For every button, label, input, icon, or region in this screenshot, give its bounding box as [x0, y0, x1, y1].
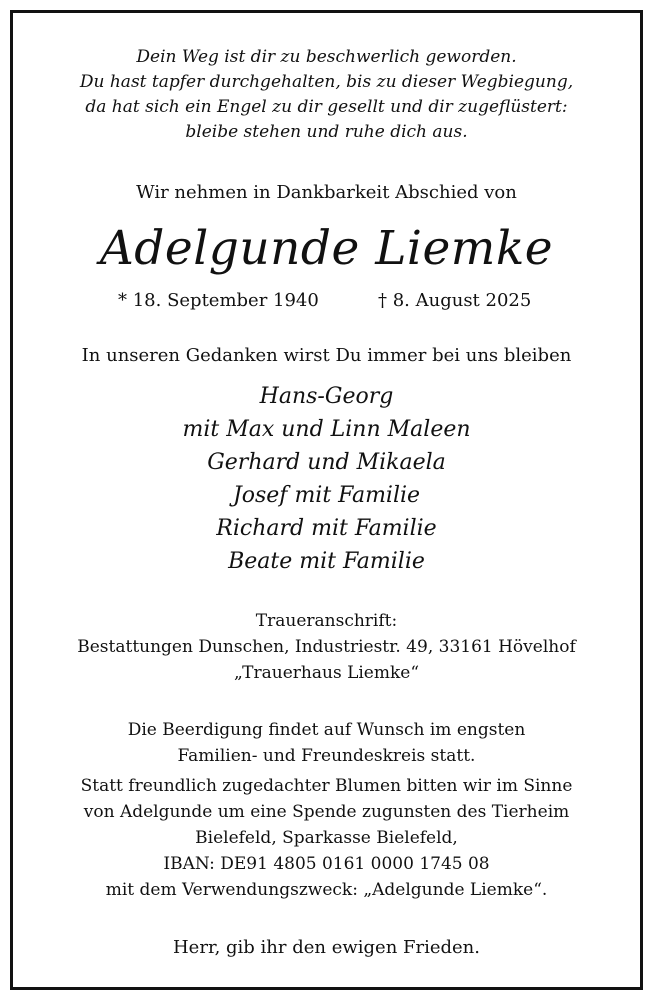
- address-line: Bestattungen Dunschen, Industriestr. 49, 33161 Hövelhof: [77, 637, 576, 657]
- mourner-name: mit Max und Linn Maleen: [182, 417, 471, 442]
- donation-note-line: mit dem Verwendungszweck: „Adelgunde Liemke“.: [105, 880, 548, 900]
- poem: [16, 45, 637, 145]
- mourning-address: [16, 608, 637, 686]
- donation-note-line: von Adelgunde um eine Spende zugunsten des Tierheim: [83, 802, 570, 822]
- address-line: „Trauerhaus Liemke“: [233, 663, 420, 683]
- intro-line: Wir nehmen in Dankbarkeit Abschied von: [136, 182, 517, 203]
- funeral-notes: [16, 717, 637, 903]
- poem-line: da hat sich ein Engel zu dir gesellt und dir zugeflüstert:: [85, 97, 568, 117]
- closing-line: Herr, gib ihr den ewigen Frieden.: [172, 937, 480, 958]
- donation-note-line: Statt freundlich zugedachter Blumen bitten wir im Sinne: [80, 776, 573, 796]
- death-date: † 8. August 2025: [378, 290, 532, 311]
- mourner-name: Hans-Georg: [259, 384, 394, 409]
- funeral-note-line: Familien- und Freundeskreis statt.: [177, 746, 476, 766]
- donation-note-line: IBAN: DE91 4805 0161 0000 1745 08: [163, 854, 490, 874]
- mourner-name: Beate mit Familie: [228, 549, 425, 574]
- mourner-name: Josef mit Familie: [232, 483, 421, 508]
- poem-line: bleibe stehen und ruhe dich aus.: [185, 122, 468, 142]
- donation-note-line: Bielefeld, Sparkasse Bielefeld,: [195, 828, 458, 848]
- mourners-list: [16, 380, 637, 578]
- deceased-name: Adelgunde Liemke: [99, 221, 554, 276]
- address-line: Traueranschrift:: [255, 611, 398, 631]
- birth-date: * 18. September 1940: [118, 290, 319, 311]
- funeral-note-line: Die Beerdigung findet auf Wunsch im engsten: [127, 720, 526, 740]
- remembrance-line: In unseren Gedanken wirst Du immer bei uns bleiben: [81, 345, 572, 366]
- poem-line: Dein Weg ist dir zu beschwerlich geworden.: [136, 47, 517, 67]
- mourner-name: Gerhard und Mikaela: [207, 450, 446, 475]
- poem-line: Du hast tapfer durchgehalten, bis zu dieser Wegbiegung,: [79, 72, 574, 92]
- mourner-name: Richard mit Familie: [216, 516, 437, 541]
